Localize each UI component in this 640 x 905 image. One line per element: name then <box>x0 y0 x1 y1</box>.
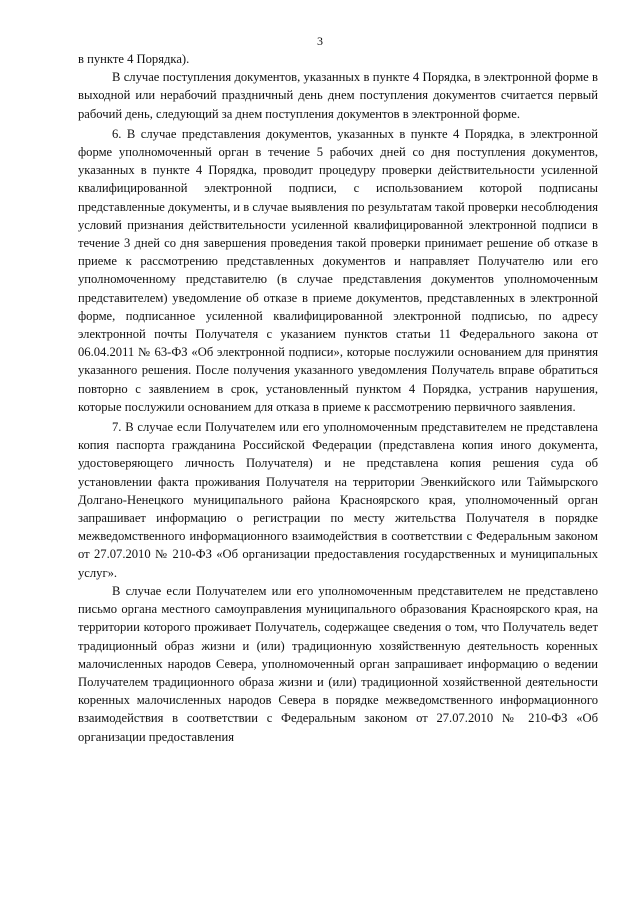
document-body <box>78 50 598 746</box>
paragraph-weekend-receipt: В случае поступления документов, указанных в пункте 4 Порядка, в электронной форме в выходной или нерабочий праздничный день днем поступления документов считается первый рабочий день, следующий за днем поступления документов в электронной форме. <box>78 70 598 121</box>
paragraph-continuation: в пункте 4 Порядка). <box>78 52 190 66</box>
paragraph-item-6: 6. В случае представления документов, указанных в пункте 4 Порядка, в электронной форме уполномоченный орган в течение 5 рабочих дней со дня поступления документов, указанных в пункте 4 Порядка, проводит процедуру проверки действительности усиленной квалифицированной электронной подписи, с использованием которой подписаны представленные документы, и в случае выявления по результатам такой проверки несоблюдения условий признания действительности усиленной квалифицированной электронной подписи в течение 3 дней со дня завершения проведения такой проверки принимает решение об отказе в приеме к рассмотрению представленных документов и направляет Получателю или его уполномоченному представителю (в случае представления документов уполномоченным представителем) уведомление об отказе в приеме документов, представленных в электронной форме, подписанное усиленной квалифицированной электронной подписью, по адресу электронной почты Получателя с указанием пунктов статьи 11 Федерального закона от 06.04.2011 № 63-ФЗ «Об электронной подписи», которые послужили основанием для принятия указанного решения. После получения указанного уведомления Получатель вправе обратиться повторно с заявлением в срок, установленный пунктом 4 Порядка, устранив нарушения, которые послужили основанием для отказа в приеме к рассмотрению первичного заявления. <box>78 126 598 414</box>
paragraph-item-7: 7. В случае если Получателем или его уполномоченным представителем не представлена копия паспорта гражданина Российской Федерации (представлена копия иного документа, удостоверяющего личность Получателя) и не представлена копия решения суда об установлении факта проживания Получателя на территории Эвенкийского или Таймырского Долгано-Ненецкого муниципального района Красноярского края, уполномоченный орган запрашивает информацию о регистрации по месту жительства Получателя в порядке межведомственного информационного взаимодействия в соответствии с Федеральным законом от 27.07.2010 № 210-ФЗ «Об организации предоставления государственных и муниципальных услуг». <box>78 420 598 580</box>
paragraph-traditional-lifestyle: В случае если Получателем или его уполномоченным представителем не представлено письмо органа местного самоуправления муниципального образования Красноярского края, на территории которого проживает Получатель, содержащее сведения о том, что Получатель ведет традиционный образ жизни и (или) традиционную хозяйственную деятельность коренных малочисленных народов Севера, уполномоченный орган запрашивает информацию о ведении Получателем традиционного образа жизни и (или) традиционной хозяйственной деятельности коренных малочисленных народов Севера в порядке межведомственного информационного взаимодействия в соответствии с Федеральным законом от 27.07.2010 № 210-ФЗ «Об организации предоставления <box>78 583 598 744</box>
page-number: 3 <box>317 34 323 48</box>
